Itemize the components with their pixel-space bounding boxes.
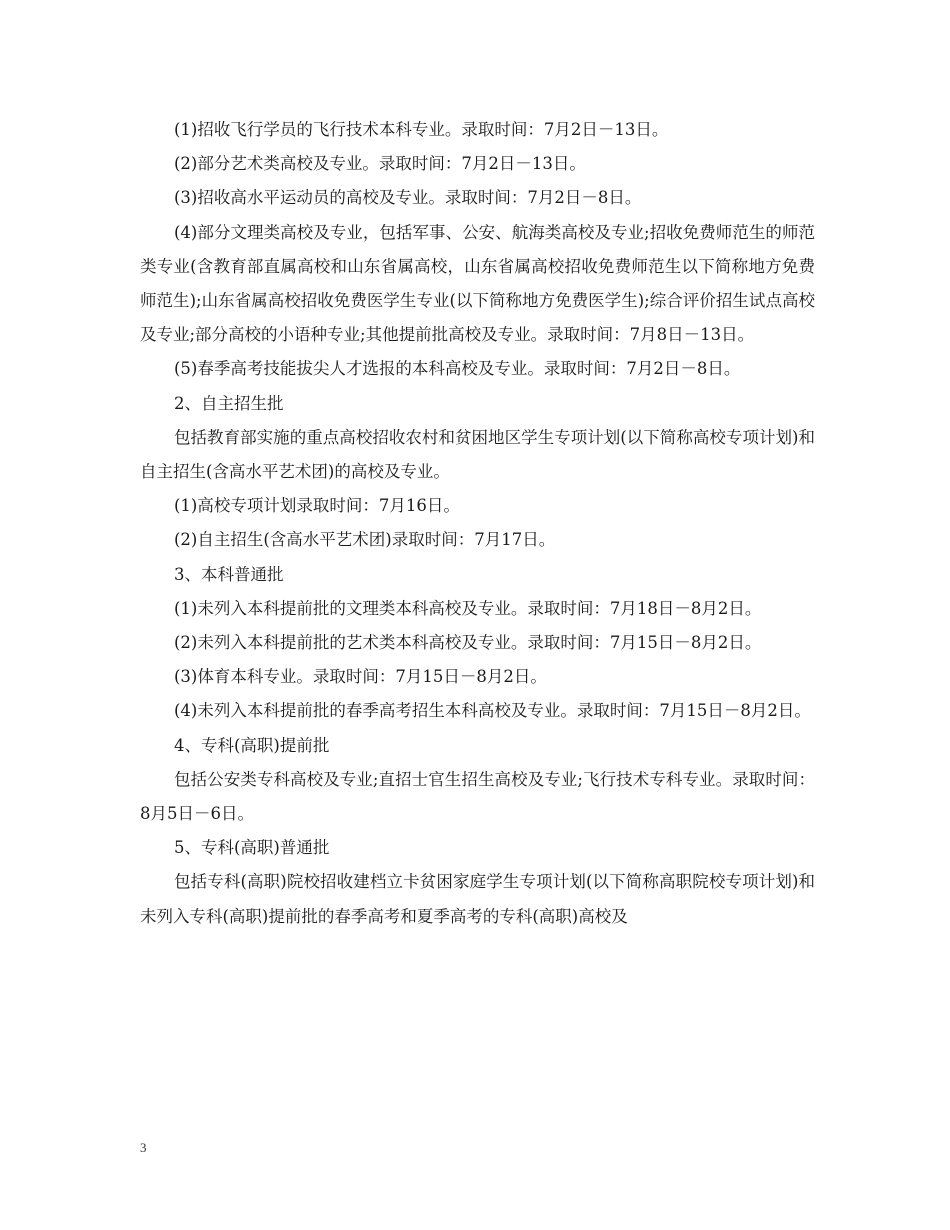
paragraph: (2)部分艺术类高校及专业。录取时间：7月2日－13日。 — [174, 154, 586, 174]
paragraph: (2)自主招生(含高水平艺术团)录取时间：7月17日。 — [174, 530, 556, 550]
paragraph: 包括教育部实施的重点高校招收农村和贫困地区学生专项计划(以下简称高校专项计划)和自主招生(含高水平艺术团)的高校及专业。 — [140, 427, 815, 482]
paragraph: (4)部分文理类高校及专业，包括军事、公安、航海类高校及专业;招收免费师范生的师范类专业(含教育部直属高校和山东省属高校，山东省属高校招收免费师范生以下简称地方免费师范生);山东省属高校招收免费医学生专业(以下简称地方免费医学生);综合评价招生试点高校及专业;部分高校的小语种专业;其他提前批高校及专业。录取时间：7月8日－13日。 — [140, 222, 815, 345]
section-heading: 3、本科普通批 — [174, 564, 284, 584]
document-body — [140, 113, 815, 934]
paragraph: (1)招收飞行学员的飞行技术本科专业。录取时间：7月2日－13日。 — [174, 120, 669, 139]
paragraph: (3)体育本科专业。录取时间：7月15日－8月2日。 — [174, 667, 547, 687]
paragraph: 包括专科(高职)院校招收建档立卡贫困家庭学生专项计划(以下简称高职院校专项计划)和未列入专科(高职)提前批的春季高考和夏季高考的专科(高职)高校及 — [140, 872, 815, 926]
section-heading: 5、专科(高职)普通批 — [174, 838, 330, 858]
section-heading: 2、自主招生批 — [174, 393, 284, 413]
page-number: 3 — [140, 1140, 147, 1155]
paragraph: 包括公安类专科高校及专业;直招士官生招生高校及专业;飞行技术专科专业。录取时间：8月5日－6日。 — [140, 769, 815, 824]
paragraph: (1)未列入本科提前批的文理类本科高校及专业。录取时间：7月18日－8月2日。 — [174, 598, 762, 618]
paragraph: (2)未列入本科提前批的艺术类本科高校及专业。录取时间：7月15日－8月2日。 — [174, 633, 762, 653]
section-heading: 4、专科(高职)提前批 — [174, 735, 330, 755]
paragraph: (1)高校专项计划录取时间：7月16日。 — [174, 496, 460, 516]
paragraph: (4)未列入本科提前批的春季高考招生本科高校及专业。录取时间：7月15日－8月2日。 — [174, 701, 811, 721]
paragraph: (3)招收高水平运动员的高校及专业。录取时间：7月2日－8日。 — [174, 188, 642, 208]
paragraph: (5)春季高考技能拔尖人才选报的本科高校及专业。录取时间：7月2日－8日。 — [174, 359, 741, 379]
